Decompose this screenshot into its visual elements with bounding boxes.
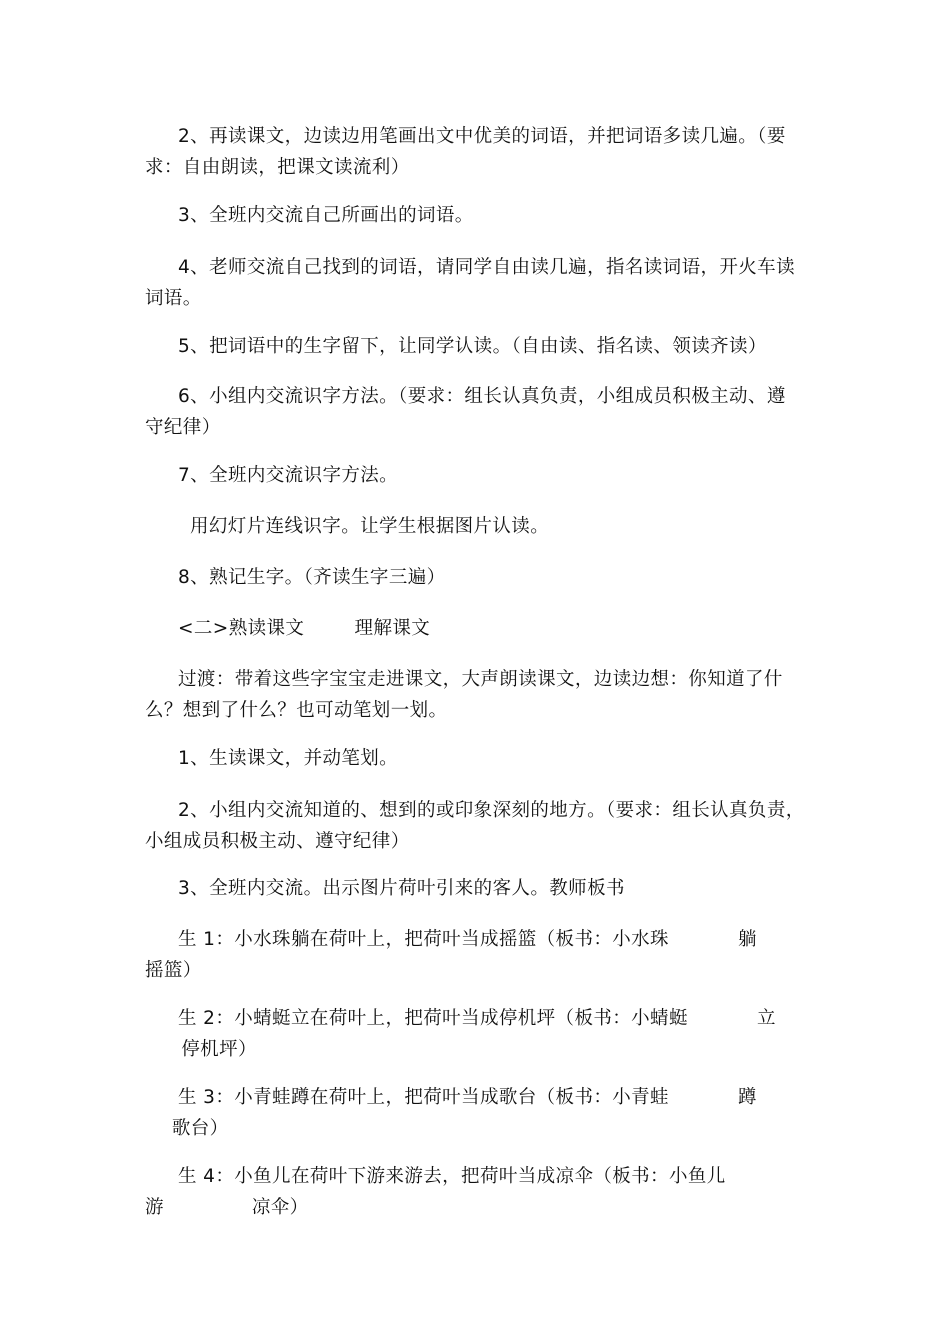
text-line: 小组成员积极主动、遵守纪律）	[145, 831, 410, 852]
text-line: 7、全班内交流识字方法。	[178, 465, 399, 486]
text-line: 3、全班内交流。出示图片荷叶引来的客人。教师板书	[178, 878, 625, 899]
paragraph-student-1	[145, 924, 815, 986]
paragraph-slide-note	[190, 511, 860, 542]
paragraph-step-5	[145, 331, 815, 362]
text-line: 么？想到了什么？也可动笔划一划。	[145, 700, 448, 721]
text-line: 游 凉伞）	[145, 1197, 309, 1218]
text-line: 停机坪）	[175, 1039, 257, 1060]
text-line: 5、把词语中的生字留下，让同学认读。（自由读、指名读、领读齐读）	[178, 336, 767, 357]
text-line: 词语。	[145, 288, 202, 309]
text-line: 求：自由朗读，把课文读流利）	[145, 157, 410, 178]
paragraph-step-8	[145, 562, 815, 593]
text-line: 2、再读课文，边读边用笔画出文中优美的词语，并把词语多读几遍。（要	[178, 126, 786, 147]
text-line: 1、生读课文，并动笔划。	[178, 748, 399, 769]
text-line: 4、老师交流自己找到的词语，请同学自由读几遍，指名读词语，开火车读	[178, 257, 795, 278]
text-line: 生 4：小鱼儿在荷叶下游来游去，把荷叶当成凉伞（板书：小鱼儿	[178, 1166, 726, 1187]
text-line: 摇篮）	[145, 960, 202, 981]
text-line: 过渡：带着这些字宝宝走进课文，大声朗读课文，边读边想：你知道了什	[178, 669, 783, 690]
paragraph-student-4	[145, 1161, 815, 1223]
text-line: 守纪律）	[145, 417, 221, 438]
paragraph-step-6	[145, 381, 815, 443]
text-line: 歌台）	[153, 1118, 229, 1139]
paragraph-transition	[145, 664, 815, 726]
text-line: 8、熟记生字。（齐读生字三遍）	[178, 567, 446, 588]
paragraph-step-4	[145, 252, 815, 314]
paragraph-student-3	[145, 1082, 815, 1144]
paragraph-step-3	[145, 200, 815, 231]
paragraph-step-7	[145, 460, 815, 491]
text-line: 生 3：小青蛙蹲在荷叶上，把荷叶当成歌台（板书：小青蛙 蹲	[178, 1087, 757, 1108]
text-line: 生 2：小蜻蜓立在荷叶上，把荷叶当成停机坪（板书：小蜻蜓 立	[178, 1008, 776, 1029]
text-line: 生 1：小水珠躺在荷叶上，把荷叶当成摇篮（板书：小水珠 躺	[178, 929, 757, 950]
paragraph-read-1	[145, 743, 815, 774]
paragraph-student-2	[145, 1003, 815, 1065]
text-line: 用幻灯片连线识字。让学生根据图片认读。	[190, 516, 550, 537]
section-heading	[145, 613, 815, 644]
text-line: <二>熟读课文 理解课文	[178, 618, 431, 639]
paragraph-step-2	[145, 121, 815, 183]
paragraph-read-3	[145, 873, 815, 904]
paragraph-read-2	[145, 795, 815, 857]
text-line: 6、小组内交流识字方法。（要求：组长认真负责，小组成员积极主动、遵	[178, 386, 786, 407]
text-line: 2、小组内交流知道的、想到的或印象深刻的地方。（要求：组长认真负责，	[178, 800, 805, 821]
text-line: 3、全班内交流自己所画出的词语。	[178, 205, 474, 226]
